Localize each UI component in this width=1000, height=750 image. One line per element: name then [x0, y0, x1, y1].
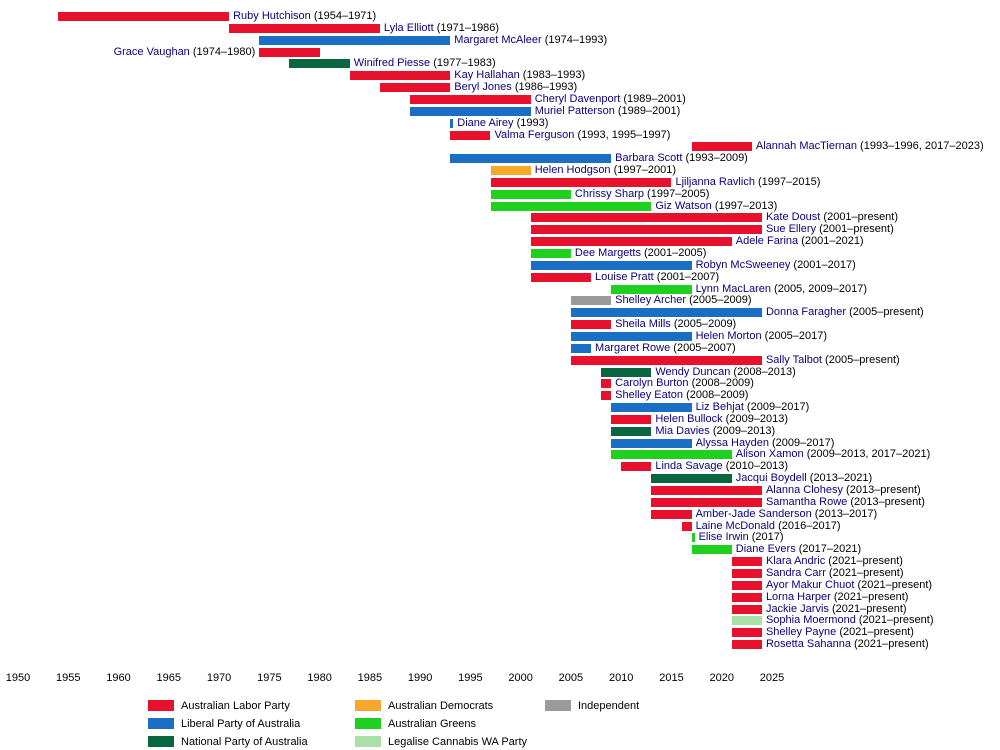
x-tick-label: 2010 [608, 672, 634, 684]
bar-label-name: Robyn McSweeney [695, 258, 791, 271]
bar-label [595, 343, 736, 354]
bar-label-name: Margaret McAleer [454, 33, 542, 46]
bar-label [615, 378, 754, 389]
bar-label-years: (1954–1971) [310, 10, 377, 22]
bar-label [615, 153, 748, 164]
bar-label-name: Giz Watson [655, 199, 712, 212]
timeline-bar [571, 344, 591, 353]
bar-label-years: (2009–2017) [768, 436, 835, 449]
bar-label-name: Ljiljanna Ravlich [675, 175, 755, 188]
timeline-bar [491, 178, 672, 187]
bar-label-name: Jacqui Boydell [735, 472, 807, 485]
timeline-bar [491, 190, 571, 199]
bar-label [696, 260, 856, 271]
timeline-bar [601, 368, 651, 377]
timeline-bar [58, 12, 229, 21]
timeline-bar [732, 557, 762, 566]
bar-label-years: (2021–present) [854, 578, 933, 591]
bar-label [766, 580, 932, 591]
x-tick-label: 1965 [156, 672, 182, 684]
bar-label-name: Shelley Payne [765, 626, 837, 639]
bar-label-name: Linda Savage [655, 460, 723, 473]
timeline-bar [732, 628, 762, 637]
timeline-bar [531, 249, 571, 258]
bar-label-name: Adele Farina [735, 235, 799, 248]
bar-label-years: (1993, 1995–1997) [574, 128, 671, 141]
legend-label: Australian Labor Party [181, 700, 290, 712]
bar-label-name: Helen Bullock [655, 412, 723, 425]
x-tick-label: 2025 [759, 672, 785, 684]
bar-label [696, 284, 867, 295]
legend-label: Australian Democrats [388, 700, 494, 712]
bar-label [454, 35, 607, 46]
x-tick-label: 1985 [357, 672, 383, 684]
bar-label [696, 331, 828, 342]
bar-label-name: Klara Andric [765, 555, 826, 568]
x-tick-label: 1990 [407, 672, 433, 684]
bar-label-years: (1997–2001) [610, 164, 677, 177]
bar-label-years: (2005–present) [846, 306, 924, 319]
bar-label [575, 189, 710, 200]
bar-label [454, 82, 577, 93]
timeline-bar [611, 439, 691, 448]
bar-label [756, 141, 984, 152]
timeline-bar [531, 237, 732, 246]
bar-label [736, 544, 861, 555]
bar-label-name: Grace Vaughan [113, 45, 190, 58]
bar-label-name: Shelley Archer [615, 294, 687, 307]
bar-label-years: (2021–present) [828, 602, 907, 615]
bar-label-years: (2013–2021) [806, 472, 873, 485]
legend-label: Independent [578, 700, 640, 712]
bar-label-years: (2001–2007) [653, 270, 720, 283]
bar-label [655, 414, 788, 425]
timeline-bar [531, 261, 692, 270]
bar-label-years: (1997–2005) [644, 187, 710, 200]
x-tick-label: 1955 [56, 672, 81, 684]
bar-label [615, 390, 748, 401]
bar-label-years: (2005–present) [822, 353, 900, 366]
bar-label [766, 604, 907, 615]
bar-label [595, 272, 719, 283]
bar-label-years: (2013–2017) [811, 507, 878, 520]
bar-label [766, 224, 894, 235]
bar-label [354, 58, 496, 69]
timeline-bar [601, 391, 611, 400]
bar-label-years: (2021–present) [825, 566, 904, 579]
timeline-bar [611, 285, 691, 294]
timeline-bar [571, 332, 692, 341]
bar-label-name: Lorna Harper [765, 590, 831, 603]
x-tick-label: 1950 [5, 672, 31, 684]
bar-label-name: Alyssa Hayden [695, 436, 769, 449]
bar-label-name: Ayor Makur Chuot [765, 578, 855, 591]
bar-label [535, 165, 676, 176]
bar-label-name: Dee Margetts [574, 247, 641, 259]
legend-item [355, 700, 493, 714]
bar-label-name: Sally Talbot [765, 353, 822, 366]
bar-label-years: (2001–present) [820, 211, 899, 224]
bar-label-years: (1986–1993) [511, 81, 578, 94]
bar-label-years: (1989–2001) [620, 92, 686, 105]
bar-label-name: Diane Airey [457, 116, 514, 129]
bar-label [766, 627, 914, 638]
legend-swatch [355, 718, 381, 729]
bar-label [655, 201, 777, 212]
bar-label [233, 11, 376, 22]
timeline-bar [732, 581, 762, 590]
timeline-bar [692, 533, 695, 542]
x-axis [0, 672, 1000, 696]
bar-label [736, 236, 864, 247]
bar-label-name: Diane Evers [735, 543, 796, 556]
x-tick-label: 2020 [709, 672, 734, 684]
bar-label [454, 70, 585, 81]
bar-label-name: Jackie Jarvis [765, 602, 829, 615]
bar-label-name: Valma Ferguson [494, 128, 575, 141]
bar-label [696, 438, 835, 449]
bar-label-years: (2017) [748, 531, 784, 544]
legend-item [148, 700, 290, 714]
timeline-bar [692, 142, 752, 151]
bar-label-years: (1989–2001) [614, 104, 681, 117]
x-tick-label: 1975 [257, 672, 282, 684]
timeline-bar [732, 616, 762, 625]
bar-label-years: (2021–present) [825, 555, 903, 568]
legend-label: Australian Greens [388, 718, 477, 730]
bar-label-years: (2013–present) [843, 484, 921, 496]
bar-label [766, 568, 904, 579]
bar-label [457, 118, 548, 129]
bar-label-name: Beryl Jones [454, 81, 512, 94]
bar-label-name: Chrissy Sharp [574, 187, 644, 200]
bar-label-name: Sophia Moermond [765, 614, 856, 627]
bar-label-years: (1974–1993) [541, 33, 608, 46]
legend-item [148, 736, 308, 750]
timeline-bar [259, 48, 319, 57]
bar-label-years: (1993) [513, 116, 549, 129]
timeline-bar [450, 154, 611, 163]
bar-label-name: Helen Hodgson [534, 164, 611, 177]
timeline-bar [611, 415, 651, 424]
bar-label-years: (2005–2009) [670, 318, 737, 331]
bar-label [766, 615, 934, 626]
bar-label-years: (2005–2007) [670, 341, 736, 354]
bar-label [766, 497, 925, 508]
bar-label-years: (2021–present) [830, 590, 909, 603]
bar-label-years: (2021–present) [836, 626, 914, 639]
bar-label-years: (1977–1983) [430, 57, 496, 70]
timeline-bar [651, 498, 762, 507]
timeline-bar [259, 36, 450, 45]
bar-label [736, 473, 872, 484]
bar-label [655, 426, 775, 437]
legend-swatch [148, 718, 174, 729]
bar-label [699, 532, 784, 543]
bar-label [766, 307, 924, 318]
bar-label [655, 461, 788, 472]
timeline-bar [732, 593, 762, 602]
bar-label-years: (2009–2013, 2017–2021) [803, 448, 931, 461]
timeline-bar [410, 95, 531, 104]
bar-label [535, 94, 686, 105]
timeline-bar [621, 462, 651, 471]
bar-label [766, 556, 903, 567]
bar-label-name: Kay Hallahan [454, 69, 520, 82]
timeline-bar [571, 308, 762, 317]
bar-label-name: Cheryl Davenport [534, 92, 621, 105]
timeline-bar [692, 545, 732, 554]
bar-label-name: Lynn MacLaren [695, 282, 771, 295]
legend-item [355, 718, 476, 732]
bar-label [615, 319, 736, 330]
bar-label-years: (1993–2009) [682, 152, 748, 165]
legend-item [148, 718, 300, 732]
bar-label-years: (2008–2009) [688, 377, 754, 390]
timeline-bar [571, 356, 762, 365]
bar-label-name: Laine McDonald [695, 519, 776, 532]
bar-label-years: (2009–2013) [709, 424, 776, 437]
bar-label-years: (2005–2009) [686, 294, 752, 307]
bar-label [575, 248, 706, 259]
timeline-bar [732, 640, 762, 649]
x-tick-label: 1960 [106, 672, 131, 684]
bar-label-name: Louise Pratt [595, 270, 654, 283]
timeline-bar [732, 605, 762, 614]
bar-label-years: (2009–2013) [722, 412, 789, 425]
bar-label-name: Shelley Eaton [615, 389, 684, 402]
timeline-bar [450, 131, 490, 140]
legend-swatch [355, 700, 381, 711]
bar-label-name: Winifred Piesse [353, 57, 431, 70]
bar-label-years: (1993–1996, 2017–2023) [857, 140, 984, 153]
bar-label-name: Kate Doust [765, 211, 821, 224]
bar-label-years: (1997–2013) [711, 199, 778, 212]
timeline-bar [682, 522, 692, 531]
bar-label-years: (1997–2015) [754, 175, 821, 188]
bar-label-name: Mia Davies [655, 424, 710, 437]
bar-label-years: (2001–2021) [798, 235, 864, 248]
bar-label-years: (2008–2013) [730, 365, 796, 378]
timeline-bar [651, 474, 731, 483]
bar-label-years: (1983–1993) [519, 69, 586, 82]
timeline-bar [450, 119, 453, 128]
timeline-bar [289, 59, 349, 68]
bar-label [766, 485, 921, 496]
bar-label-years: (2001–2005) [640, 247, 707, 259]
x-tick-label: 1970 [206, 672, 232, 684]
bar-label-name: Margaret Rowe [595, 341, 671, 354]
bar-label [655, 367, 795, 378]
timeline-bar [611, 450, 732, 459]
bar-label [696, 521, 841, 532]
bar-label-years: (2009–2017) [743, 401, 810, 414]
timeline-bar [410, 107, 531, 116]
bar-label-name: Sue Ellery [765, 223, 817, 236]
bar-label-name: Rosetta Sahanna [765, 638, 851, 651]
bar-label [675, 177, 820, 188]
bar-label-years: (2001–present) [816, 223, 894, 236]
bar-label [535, 106, 681, 117]
legend-item [355, 736, 527, 750]
x-tick-label: 2015 [659, 672, 684, 684]
bar-label-years: (2005–2017) [761, 329, 828, 342]
timeline-bar [491, 202, 652, 211]
bar-label-name: Donna Faragher [765, 306, 847, 319]
timeline-bar [571, 320, 611, 329]
bar-label [696, 509, 878, 520]
bar-label-name: Helen Morton [695, 329, 762, 342]
bar-label [766, 639, 929, 650]
bar-label [0, 47, 255, 58]
bar-label [766, 212, 898, 223]
bar-label [696, 402, 810, 413]
timeline-bar [651, 510, 691, 519]
timeline-bar [571, 296, 611, 305]
timeline-bar [611, 403, 691, 412]
bar-label-name: Carolyn Burton [615, 377, 689, 390]
legend-label: National Party of Australia [181, 736, 308, 748]
x-tick-label: 2005 [558, 672, 584, 684]
timeline-bar [491, 166, 531, 175]
bar-label-name: Lyla Elliott [383, 21, 434, 34]
bar-label [615, 295, 751, 306]
x-tick-label: 1980 [307, 672, 332, 684]
bar-label-name: Alannah MacTiernan [755, 140, 857, 153]
bar-label-years: (2010–2013) [722, 460, 789, 473]
x-tick-label: 1995 [458, 672, 483, 684]
bar-label [384, 23, 499, 34]
bar-label-years: (2017–2021) [795, 543, 862, 556]
bar-label-years: (1971–1986) [433, 21, 500, 34]
bar-label-name: Samantha Rowe [765, 495, 848, 508]
bar-label-name: Elise Irwin [698, 531, 749, 544]
bar-label-name: Amber-Jade Sanderson [695, 507, 812, 520]
bar-label-years: (2001–2017) [790, 258, 856, 271]
bar-label-years: (2016–2017) [775, 519, 841, 532]
legend-label: Legalise Cannabis WA Party [388, 736, 527, 748]
timeline-bar [651, 486, 762, 495]
legend-swatch [545, 700, 571, 711]
timeline-bar [229, 24, 380, 33]
timeline-bar [531, 225, 762, 234]
bar-label-name: Muriel Patterson [534, 104, 615, 117]
bar-label-years: (2008–2009) [683, 389, 749, 402]
x-tick-label: 2000 [508, 672, 533, 684]
bar-label-name: Barbara Scott [615, 152, 683, 165]
timeline-bar [531, 213, 762, 222]
bar-label-years: (1974–1980) [189, 45, 256, 58]
bar-label-years: (2021–present) [855, 614, 934, 627]
bar-label-years: (2005, 2009–2017) [770, 282, 868, 295]
bar-label [766, 355, 900, 366]
timeline-bar [531, 273, 591, 282]
chart-legend [0, 700, 1000, 748]
legend-label: Liberal Party of Australia [181, 718, 301, 730]
bar-label-name: Ruby Hutchison [233, 10, 311, 22]
bar-label [766, 592, 909, 603]
legend-swatch [148, 700, 174, 711]
bar-label-name: Wendy Duncan [655, 365, 731, 378]
bar-label-name: Sandra Carr [765, 566, 826, 579]
timeline-bar [611, 427, 651, 436]
timeline-bar [601, 379, 611, 388]
bar-label-name: Sheila Mills [615, 318, 671, 331]
bar-label-years: (2013–present) [847, 495, 925, 508]
bar-label [736, 449, 931, 460]
timeline-bar [732, 569, 762, 578]
bar-label-years: (2021–present) [850, 638, 929, 651]
timeline-bar [350, 71, 451, 80]
bar-label-name: Alanna Clohesy [765, 484, 843, 496]
bar-label [495, 130, 671, 141]
bar-label-name: Liz Behjat [695, 401, 744, 414]
legend-item [545, 700, 639, 714]
timeline-bar [380, 83, 450, 92]
bar-label-name: Alison Xamon [735, 448, 804, 461]
